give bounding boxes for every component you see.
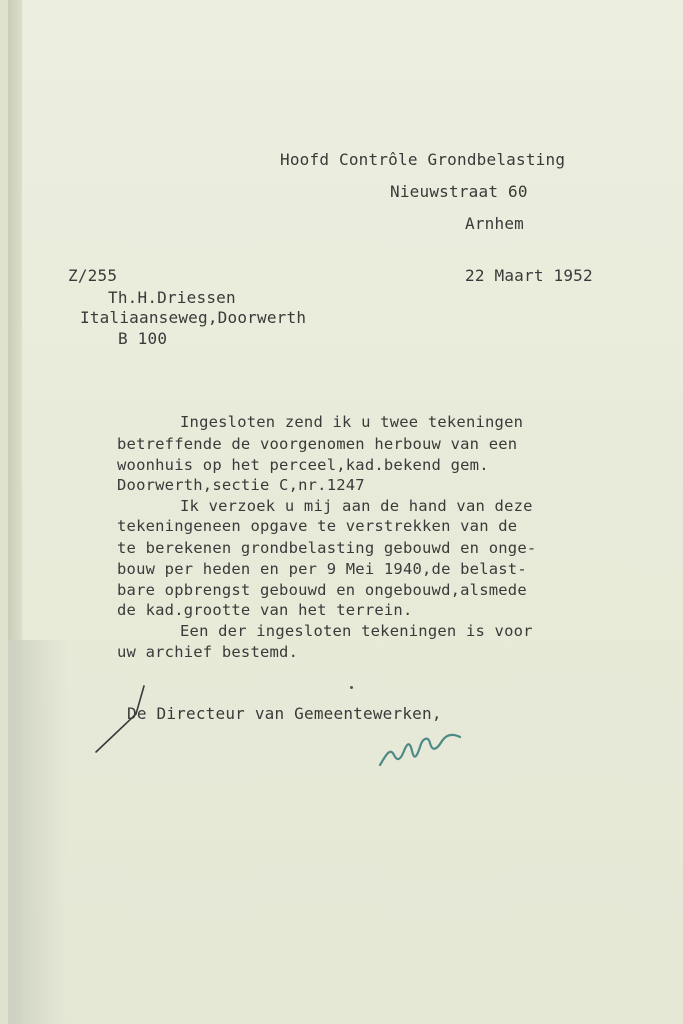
sender-street: Nieuwstraat 60 xyxy=(390,182,528,201)
body-line: Een der ingesloten tekeningen is voor xyxy=(180,622,533,640)
signature-mark xyxy=(372,725,472,775)
body-line: de kad.grootte van het terrein. xyxy=(117,601,413,619)
letter-date: 22 Maart 1952 xyxy=(465,266,593,285)
body-line: woonhuis op het perceel,kad.bekend gem. xyxy=(117,456,489,474)
body-line: Ik verzoek u mij aan de hand van deze xyxy=(180,497,533,515)
body-line: te berekenen grondbelasting gebouwd en onge- xyxy=(117,539,537,557)
body-line: tekeningeneen opgave te verstrekken van de xyxy=(117,517,518,535)
reference-number: Z/255 xyxy=(68,266,118,285)
recipient-address: Italiaanseweg,Doorwerth xyxy=(80,308,307,327)
sender-city: Arnhem xyxy=(465,214,524,233)
recipient-name: Th.H.Driessen xyxy=(108,288,236,307)
ink-dot xyxy=(350,686,353,689)
body-line: betreffende de voorgenomen herbouw van een xyxy=(117,435,518,453)
recipient-code: B 100 xyxy=(118,329,168,348)
paper-edge-fold xyxy=(8,640,68,1024)
body-line: Doorwerth,sectie C,nr.1247 xyxy=(117,476,365,494)
body-line: bare opbrengst gebouwd en ongebouwd,alsmede xyxy=(117,581,527,599)
body-line: Ingesloten zend ik u twee tekeningen xyxy=(180,413,524,431)
sender-office: Hoofd Contrôle Grondbelasting xyxy=(280,150,566,169)
body-line: bouw per heden en per 9 Mei 1940,de belast- xyxy=(117,560,527,578)
closing-line: De Directeur van Gemeentewerken, xyxy=(127,704,442,723)
pen-stroke-mark xyxy=(92,684,152,754)
body-line: uw archief bestemd. xyxy=(117,643,299,661)
